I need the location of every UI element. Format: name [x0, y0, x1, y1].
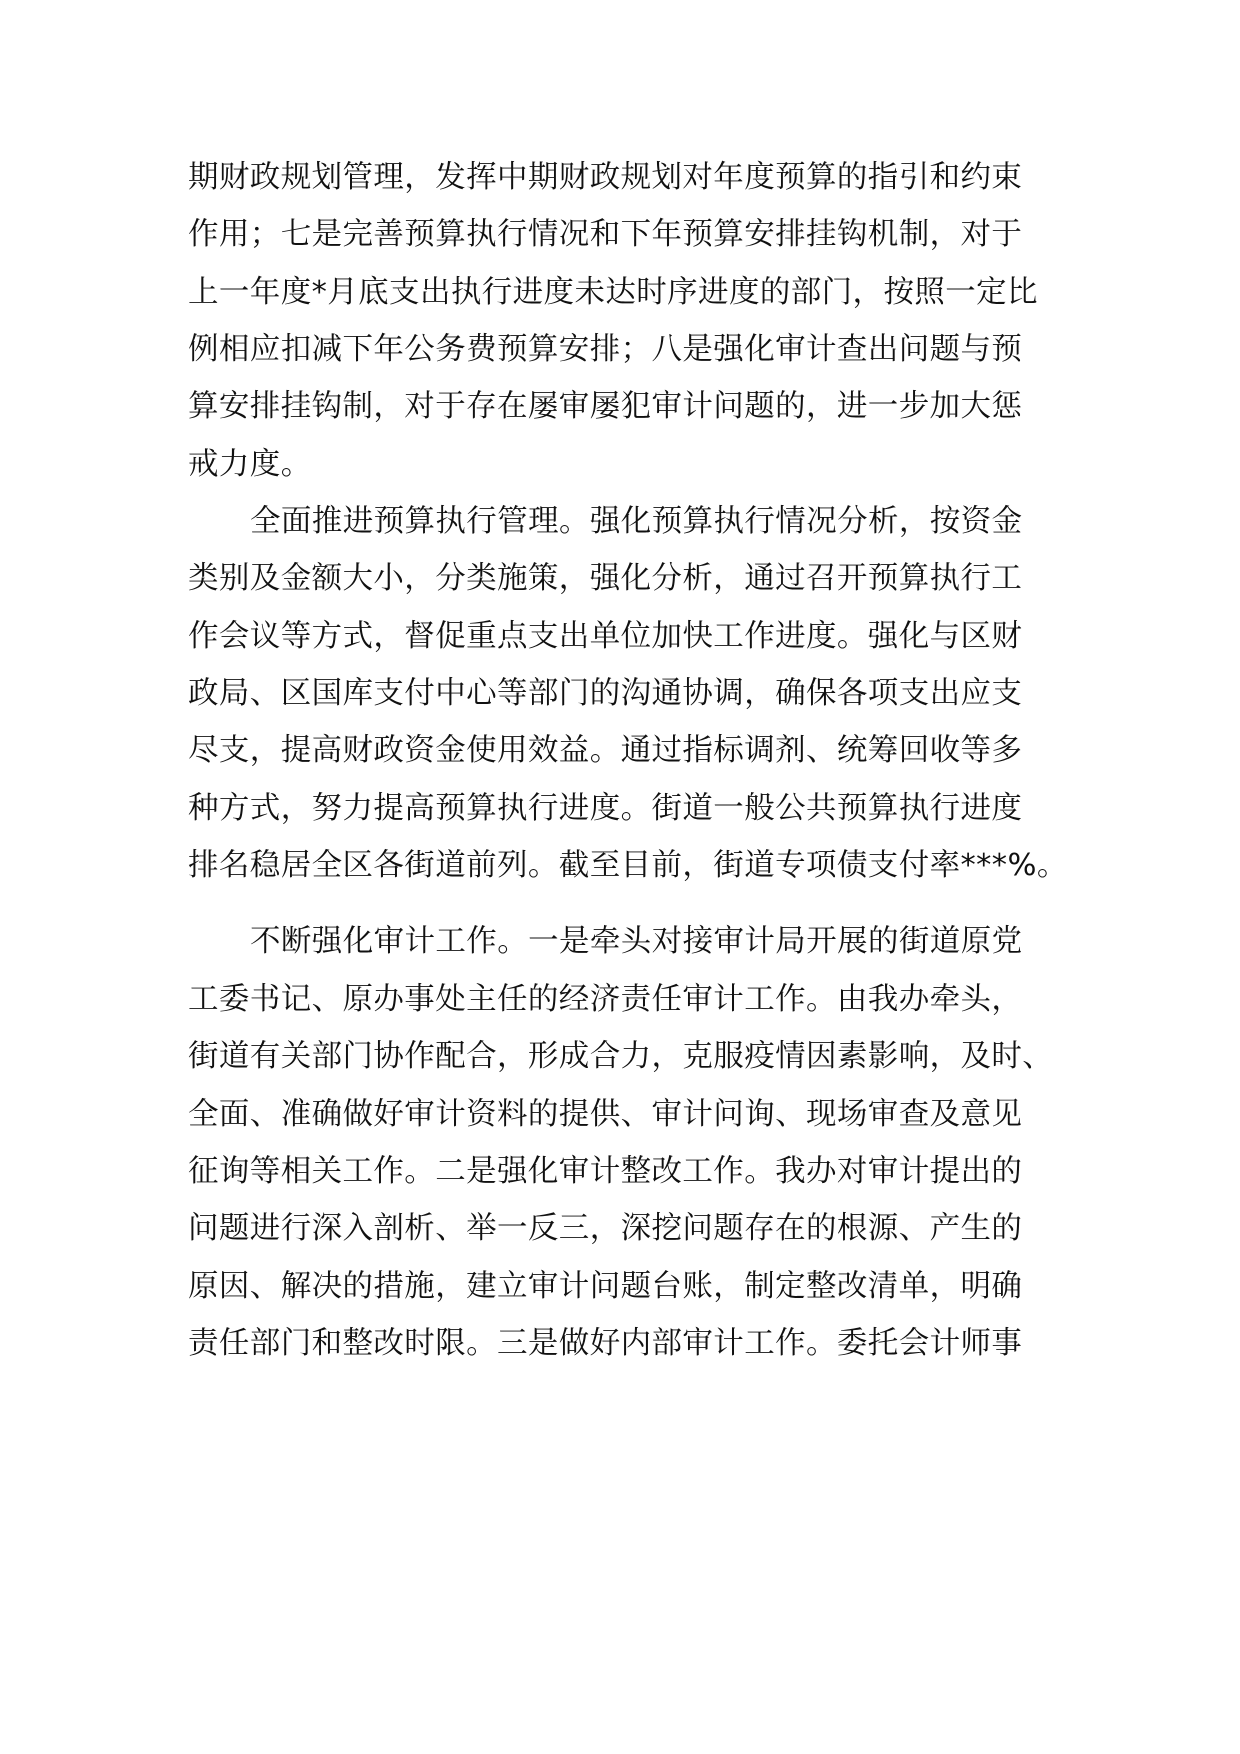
text-line: 戒力度。: [188, 447, 312, 482]
text-line: 征询等相关工作。二是强化审计整改工作。我办对审计提出的: [188, 1154, 1023, 1189]
text-line: 排名稳居全区各街道前列。截至目前，街道专项债支付率***%。: [188, 848, 1068, 883]
text-line: 政局、区国库支付中心等部门的沟通协调，确保各项支出应支: [188, 676, 1023, 711]
text-line: 作用；七是完善预算执行情况和下年预算安排挂钩机制，对于: [188, 217, 1023, 252]
text-line: 作会议等方式，督促重点支出单位加快工作进度。强化与区财: [188, 619, 1023, 654]
text-line: 尽支，提高财政资金使用效益。通过指标调剂、统筹回收等多: [188, 733, 1023, 768]
text-line: 例相应扣减下年公务费预算安排；八是强化审计查出问题与预: [188, 332, 1023, 367]
text-line: 全面推进预算执行管理。强化预算执行情况分析，按资金: [250, 504, 1023, 539]
text-line: 责任部门和整改时限。三是做好内部审计工作。委托会计师事: [188, 1326, 1023, 1361]
text-line: 原因、解决的措施，建立审计问题台账，制定整改清单，明确: [188, 1269, 1023, 1304]
text-line: 种方式，努力提高预算执行进度。街道一般公共预算执行进度: [188, 791, 1023, 826]
text-line: 不断强化审计工作。一是牵头对接审计局开展的街道原党: [250, 924, 1023, 959]
text-line: 街道有关部门协作配合，形成合力，克服疫情因素影响，及时、: [188, 1039, 1054, 1074]
text-line: 上一年度*月底支出执行进度未达时序进度的部门，按照一定比: [188, 275, 1038, 310]
text-line: 期财政规划管理，发挥中期财政规划对年度预算的指引和约束: [188, 160, 1023, 195]
text-line: 全面、准确做好审计资料的提供、审计问询、现场审查及意见: [188, 1097, 1023, 1132]
text-line: 算安排挂钩制，对于存在屡审屡犯审计问题的，进一步加大惩: [188, 389, 1023, 424]
text-line: 问题进行深入剖析、举一反三，深挖问题存在的根源、产生的: [188, 1211, 1023, 1246]
text-line: 工委书记、原办事处主任的经济责任审计工作。由我办牵头，: [188, 982, 1023, 1017]
text-line: 类别及金额大小，分类施策，强化分析，通过召开预算执行工: [188, 561, 1023, 596]
